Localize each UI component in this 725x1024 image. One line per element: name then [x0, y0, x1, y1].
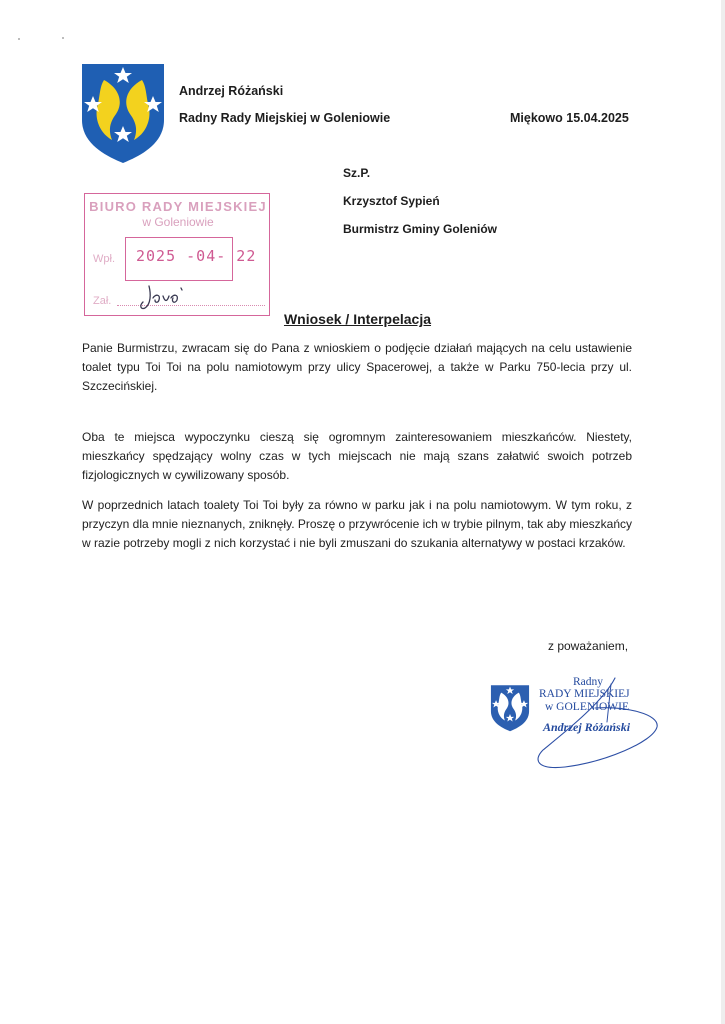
recipient-salutation: Sz.P.: [343, 166, 371, 180]
scan-speck: [62, 37, 64, 39]
page-edge: [721, 0, 725, 1024]
author-role: Radny Rady Miejskiej w Goleniowie: [179, 111, 391, 125]
stamp-received-date: 2025 -04- 22: [136, 247, 257, 265]
recipient-name: Krzysztof Sypień: [343, 194, 440, 208]
seal-line-location: w GOLENIOWIE: [545, 701, 629, 713]
body-paragraph: Panie Burmistrzu, zwracam się do Pana z wnioskiem o podjęcie działań mających na celu ustawienie toalet typu Toi Toi na polu namiotowym przy ulicy Spacerowej, a także w Parku 750-lecia przy ul. Szczecińskiej.: [82, 341, 632, 393]
seal-signatory-name: Andrzej Różański: [543, 720, 631, 734]
goleniow-coat-of-arms-icon: [80, 62, 166, 164]
recipient-title: Burmistrz Gminy Goleniów: [343, 222, 498, 236]
document-subject: Wniosek / Interpelacja: [283, 311, 432, 327]
seal-line-radny: Radny: [573, 676, 604, 688]
stamp-location: w Goleniowie: [142, 215, 214, 229]
place-date: Miękowo 15.04.2025: [510, 111, 629, 125]
body-paragraph: Oba te miejsca wypoczynku cieszą się ogromnym zainteresowaniem mieszkańców. Niestety, mieszkańcy spędzający wolny czas w tych miejscach nie mają szans załatwić swoich potrzeb fizjologicznych w cywilizowany sposób.: [82, 430, 632, 482]
handwritten-signature: [505, 672, 660, 772]
stamp-handwritten-initials: [135, 280, 195, 314]
councillor-signature-seal: [485, 672, 660, 772]
scan-speck: [18, 38, 20, 40]
seal-line-council: RADY MIEJSKIEJ: [539, 688, 630, 700]
stamp-received-label: Wpł.: [93, 253, 115, 265]
stamp-attachments-label: Zał.: [93, 295, 112, 307]
registry-stamp: [84, 193, 270, 316]
stamp-office: BIURO RADY MIEJSKIEJ: [89, 199, 267, 214]
closing-phrase: z poważaniem,: [548, 639, 629, 653]
body-paragraph: W poprzednich latach toalety Toi Toi były za równo w parku jak i na polu namiotowym. W tym roku, z przyczyn dla mnie nieznanych, zniknęły. Proszę o przywrócenie ich w trybie pilnym, tak aby mieszkańcy w razie potrzeby mogli z nich korzystać i nie byli zmuszani do szukania alternatywy w postaci krzaków.: [82, 498, 632, 550]
author-name: Andrzej Różański: [179, 84, 284, 98]
